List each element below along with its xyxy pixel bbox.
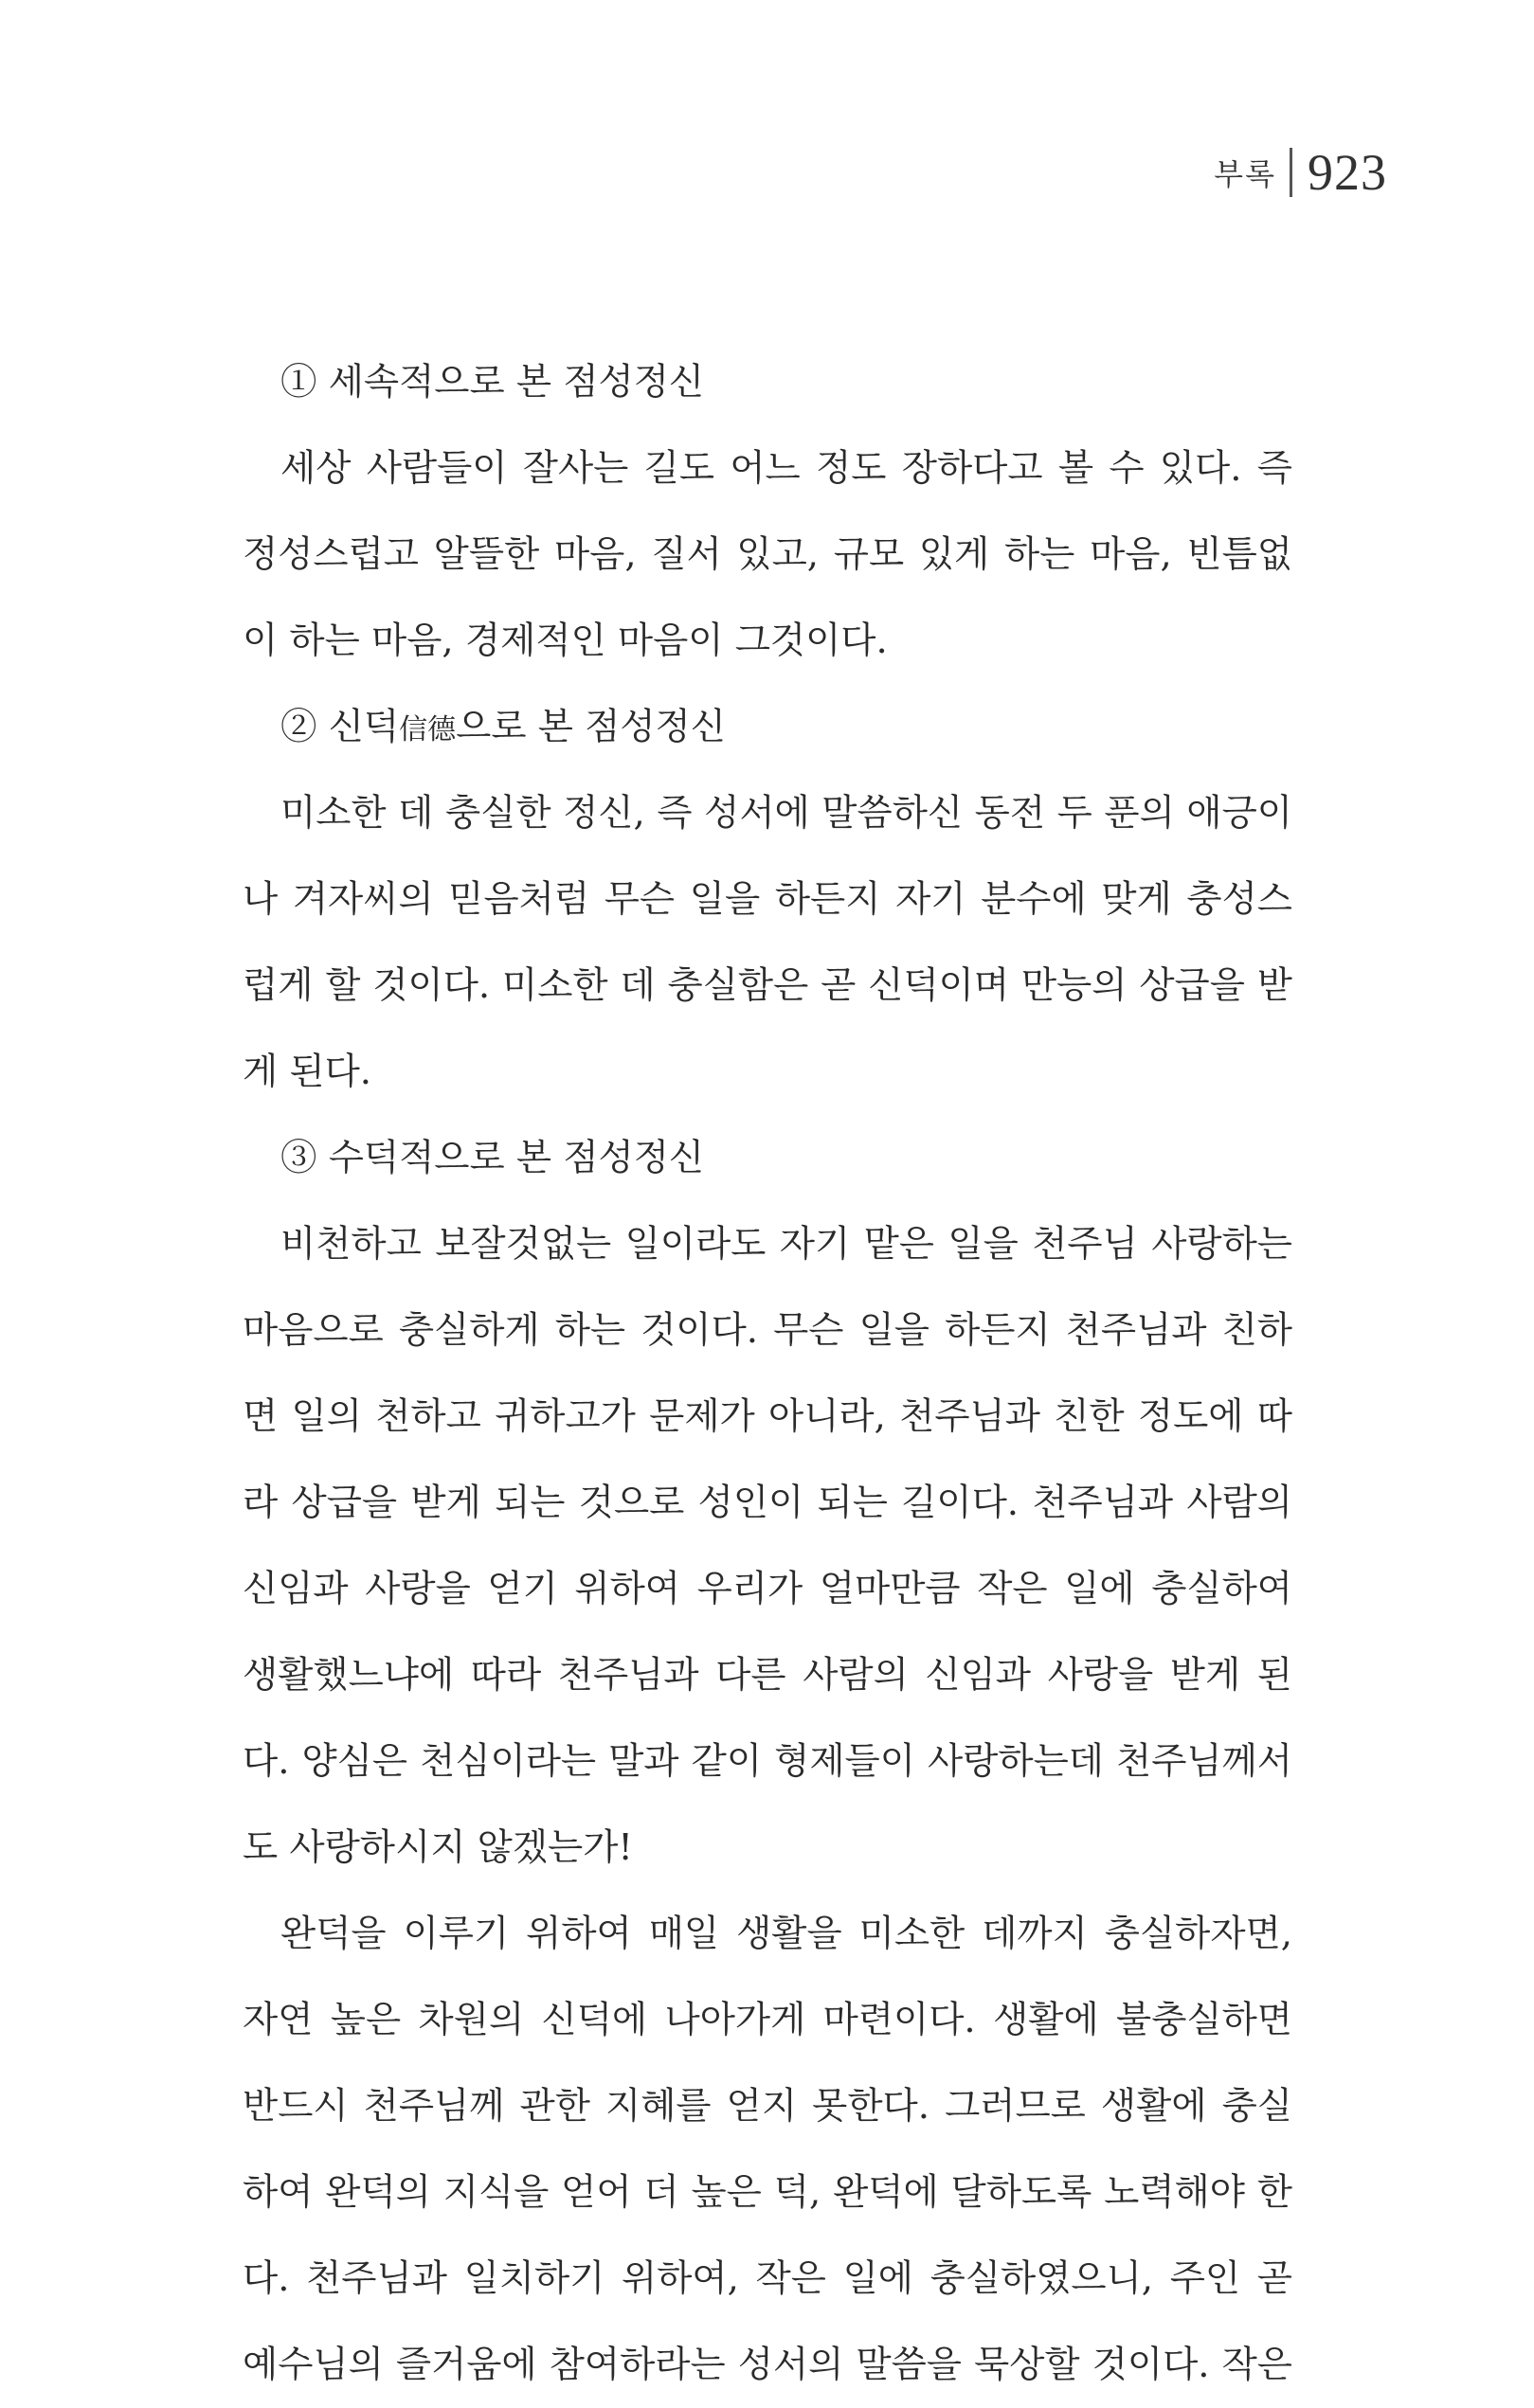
text-line: 완덕을 이루기 위하여 매일 생활을 미소한 데까지 충실하자면,	[280, 1913, 1292, 1955]
subheading-suffix: 으로 본 점성정신	[456, 706, 726, 748]
text-line: 면 일의 천하고 귀하고가 문제가 아니라, 천주님과 친한 정도에 따	[243, 1395, 1292, 1438]
text-line: 다. 양심은 천심이라는 말과 같이 형제들이 사랑하는데 천주님께서	[243, 1740, 1292, 1783]
subheading-prefix: ② 신덕	[280, 706, 400, 748]
subheading-ascetic: ③ 수덕적으로 본 점성정신	[280, 1137, 705, 1179]
text-line: 다. 천주님과 일치하기 위하여, 작은 일에 충실하였으니, 주인 곧	[243, 2257, 1292, 2300]
text-line: 미소한 데 충실한 정신, 즉 성서에 말씀하신 동전 두 푼의 애긍이	[280, 792, 1292, 835]
text-line: 비천하고 보잘것없는 일이라도 자기 맡은 일을 천주님 사랑하는	[280, 1223, 1292, 1266]
text-line: 정성스럽고 알뜰한 마음, 질서 있고, 규모 있게 하는 마음, 빈틈없	[243, 533, 1292, 576]
text-line: 도 사랑하시지 않겠는가!	[243, 1826, 633, 1869]
text-line: 럽게 할 것이다. 미소한 데 충실함은 곧 신덕이며 만능의 상급을 받	[243, 964, 1292, 1007]
text-line: 자연 높은 차원의 신덕에 나아가게 마련이다. 생활에 불충실하면	[243, 1999, 1292, 2041]
text-line: 세상 사람들이 잘사는 길도 어느 정도 장하다고 볼 수 있다. 즉	[280, 447, 1292, 490]
text-line: 반드시 천주님께 관한 지혜를 얻지 못한다. 그러므로 생활에 충실	[243, 2085, 1292, 2128]
text-line: 나 겨자씨의 믿음처럼 무슨 일을 하든지 자기 분수에 맞게 충성스	[243, 878, 1292, 921]
text-line: 게 된다.	[243, 1051, 372, 1093]
subheading-faith	[243, 684, 1292, 770]
text-line: 하여 완덕의 지식을 얻어 더 높은 덕, 완덕에 달하도록 노력해야 한	[243, 2171, 1292, 2214]
text-line: 예수님의 즐거움에 참여하라는 성서의 말씀을 묵상할 것이다. 작은	[243, 2344, 1292, 2386]
page-body	[243, 339, 1292, 2408]
text-line: 이 하는 마음, 경제적인 마음이 그것이다.	[243, 620, 888, 662]
hanja-annotation: 信德	[399, 713, 457, 746]
subheading-secular: ① 세속적으로 본 점성정신	[280, 361, 705, 404]
text-line: 라 상급을 받게 되는 것으로 성인이 되는 길이다. 천주님과 사람의	[243, 1482, 1292, 1524]
header-divider	[1290, 148, 1292, 197]
running-header	[1214, 142, 1387, 203]
text-line: 신임과 사랑을 얻기 위하여 우리가 얼마만큼 작은 일에 충실하여	[243, 1568, 1292, 1610]
page-number: 923	[1308, 144, 1387, 201]
section-label: 부록	[1214, 156, 1276, 192]
text-line: 마음으로 충실하게 하는 것이다. 무슨 일을 하든지 천주님과 친하	[243, 1309, 1292, 1352]
text-line: 생활했느냐에 따라 천주님과 다른 사람의 신임과 사랑을 받게 된	[243, 1654, 1292, 1697]
